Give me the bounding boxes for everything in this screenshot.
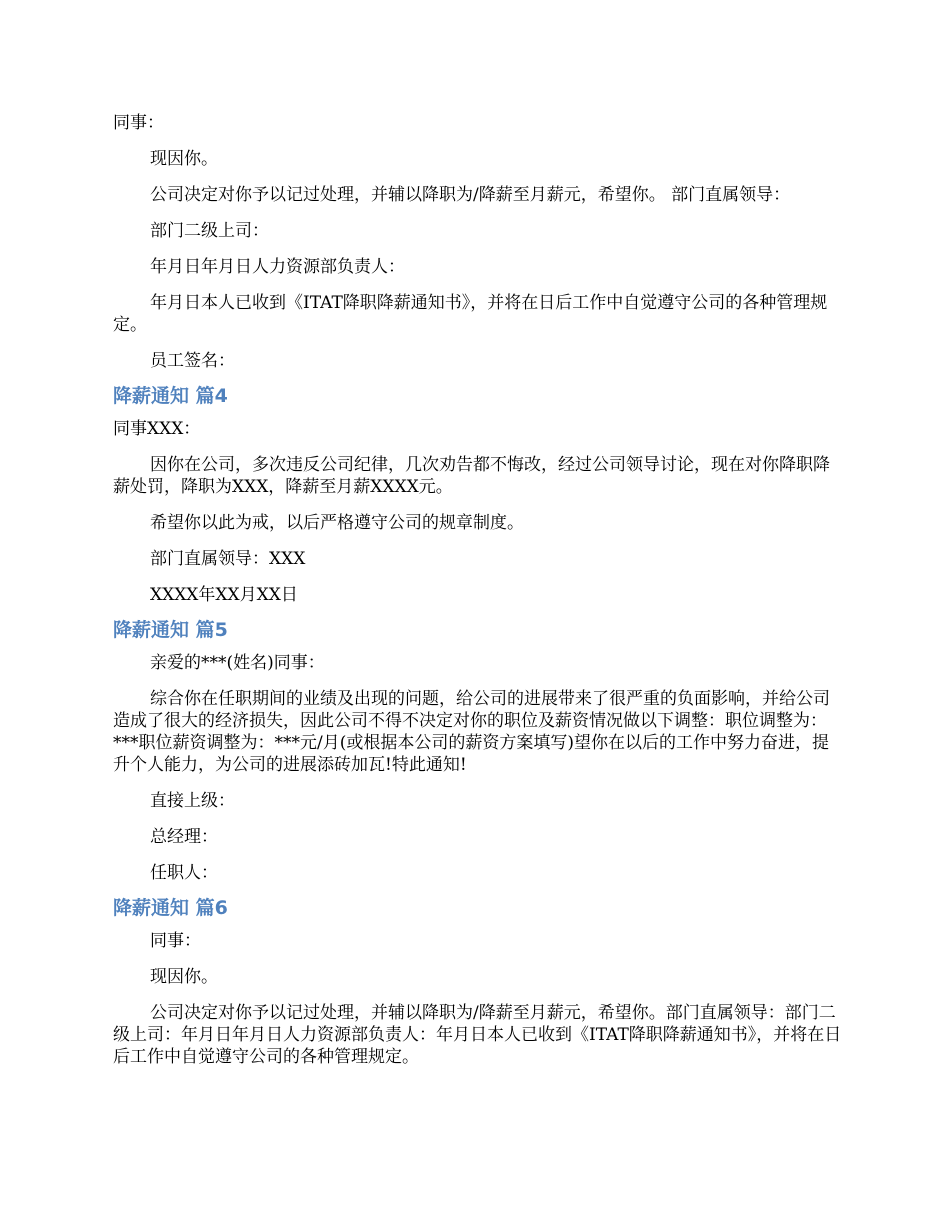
section-heading-4: 降薪通知 篇4: [113, 385, 228, 407]
s5-appointee: 任职人：: [150, 863, 218, 883]
s3-employee-signature: 员工签名：: [150, 351, 235, 371]
s6-salutation: 同事：: [150, 931, 201, 951]
s4-leader: 部门直属领导：XXX: [150, 549, 306, 569]
s3-decision: 公司决定对你予以记过处理，并辅以降职为/降薪至月薪元，希望你。 部门直属领导：: [150, 185, 791, 205]
s6-reason: 现因你。: [150, 967, 218, 987]
s3-superior: 部门二级上司：: [150, 221, 269, 241]
s4-salutation: 同事XXX：: [113, 419, 201, 439]
document-page: [113, 112, 843, 1068]
s5-general-manager: 总经理：: [150, 827, 218, 847]
s4-body: 因你在公司，多次违反公司纪律，几次劝告都不悔改，经过公司领导讨论，现在对你降职降薪处罚，降职为XXX，降薪至月薪XXXX元。: [113, 455, 830, 497]
s3-acknowledgement: 年月日本人已收到《ITAT降职降薪通知书》，并将在日后工作中自觉遵守公司的各种管理规定。: [113, 293, 828, 335]
s5-direct-superior: 直接上级：: [150, 791, 235, 811]
s3-salutation: 同事：: [113, 113, 164, 133]
s6-body: 公司决定对你予以记过处理，并辅以降职为/降薪至月薪元，希望你。部门直属领导：部门二级上司：年月日年月日人力资源部负责人：年月日本人已收到《ITAT降职降薪通知书》，并将在日后工作中自觉遵守公司的各种管理规定。: [113, 1003, 842, 1067]
s4-date: XXXX年XX月XX日: [150, 585, 298, 605]
s3-reason: 现因你。: [150, 149, 218, 169]
s5-body: 综合你在任职期间的业绩及出现的问题，给公司的进展带来了很严重的负面影响，并给公司造成了很大的经济损失，因此公司不得不决定对你的职位及薪资情况做以下调整：职位调整为：***职位薪资调整为：***元/月(或根据本公司的薪资方案填写)望你在以后的工作中努力奋进，提升个人能力，为公司的进展添砖加瓦!特此通知!: [113, 689, 830, 775]
s4-warning: 希望你以此为戒，以后严格遵守公司的规章制度。: [150, 513, 524, 533]
section-heading-5: 降薪通知 篇5: [113, 619, 228, 641]
section-heading-6: 降薪通知 篇6: [113, 897, 228, 919]
s3-hr-date: 年月日年月日人力资源部负责人：: [150, 257, 405, 277]
s5-salutation: 亲爱的***(姓名)同事：: [150, 653, 325, 673]
